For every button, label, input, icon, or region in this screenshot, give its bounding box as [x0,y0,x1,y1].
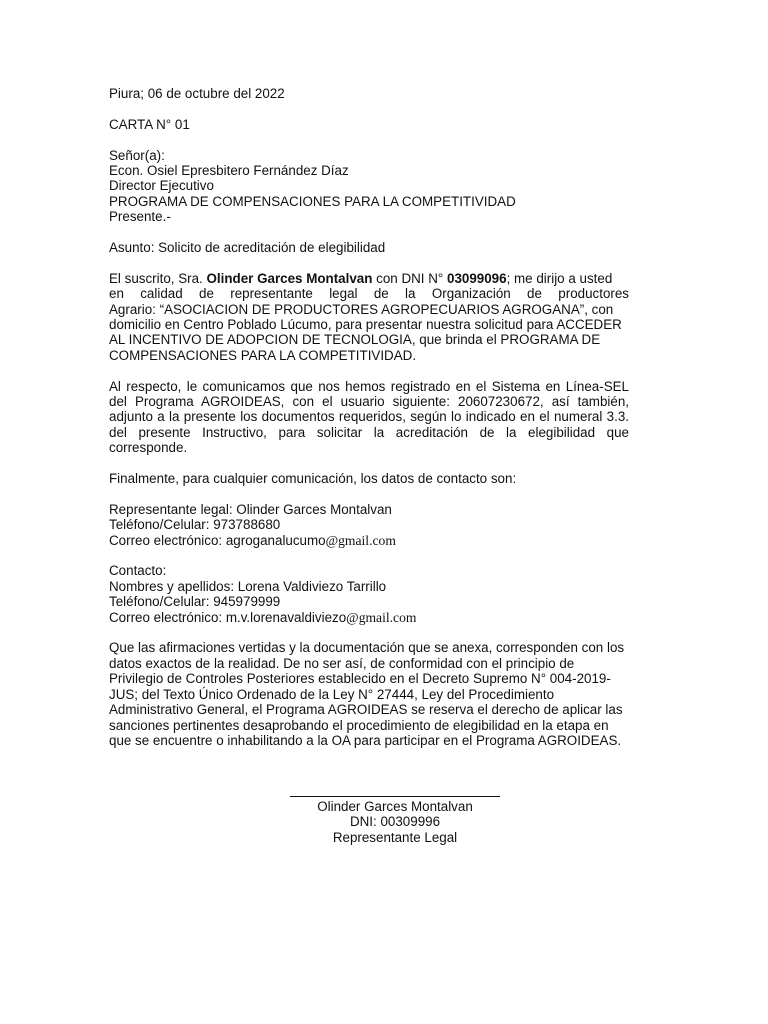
legal-rep-email-domain: @gmail.com [325,532,396,548]
legal-rep-name: Representante legal: Olinder Garces Montalvan [109,501,392,517]
declaration-line-6: sanciones pertinentes desaprobando el procedimiento de elegibilidad en la etapa en [109,717,609,733]
recipient-presente: Presente.- [109,209,171,225]
intro-text: El suscrito, Sra. [109,270,207,286]
respect-line-4: del presente Instructivo, para solicitar la acreditación de la elegibilidad que [109,424,629,440]
intro-paragraph [109,271,629,363]
respect-line-5: corresponde. [109,440,188,456]
signature-name: Olinder Garces Montalvan [317,799,473,814]
recipient-position: Director Ejecutivo [109,178,214,194]
letter-reference: CARTA N° 01 [109,116,190,132]
recipient-organization: PROGRAMA DE COMPENSACIONES PARA LA COMPETITIVIDAD [109,193,516,209]
declaration-line-2: datos exactos de la realidad. De no ser así, de conformidad con el principio de [109,655,575,671]
recipient-name: Econ. Osiel Epresbitero Fernández Díaz [109,163,349,178]
letter-date: Piura; 06 de octubre del 2022 [109,86,285,101]
declaration-line-5: Administrativo General, el Programa AGROIDEAS se reserva el derecho de aplicar las [109,702,623,718]
respect-paragraph [109,379,629,456]
declaration-line-3: Privilegio de Controles Posteriores establecido en el Decreto Supremo N° 004-2019- [109,671,611,687]
signature-block [290,796,500,845]
intro-line-2: en calidad de representante legal de la Organización de productores [109,286,629,302]
sender-name: Olinder Garces Montalvan [206,270,373,286]
intro-text: con DNI N° [372,270,447,286]
legal-rep-email [109,533,629,548]
signature-dni: DNI: 00309996 [349,814,441,830]
letter-body [109,86,629,748]
recipient-salutation: Señor(a): [109,147,165,163]
contact-heading: Contacto: [109,563,167,579]
contact-phone: Teléfono/Celular: 945979999 [109,594,281,610]
declaration-paragraph [109,640,629,748]
intro-line-6: COMPENSACIONES PARA LA COMPETITIVIDAD. [109,347,417,363]
intro-line-3: Agrario: “ASOCIACION DE PRODUCTORES AGROPECUARIOS AGROGANA”, con [109,301,614,317]
contact-email [109,610,629,625]
declaration-line-1: Que las afirmaciones vertidas y la documentación que se anexa, corresponden con los [109,640,625,656]
finally-line: Finalmente, para cualquier comunicación, los datos de contacto son: [109,471,517,487]
signature-line [290,796,500,797]
intro-line-4: domicilio en Centro Poblado Lúcumo, para presentar nuestra solicitud para ACCEDER [109,317,622,333]
contact-block [109,563,629,625]
legal-rep-email-label: Correo electrónico: agroganalucumo [109,532,326,548]
intro-text: ; me dirijo a usted [506,270,613,286]
contact-email-domain: @gmail.com [346,609,417,625]
respect-line-1: Al respecto, le comunicamos que nos hemos registrado en el Sistema en Línea-SEL [109,378,629,394]
intro-line-1 [109,271,629,286]
intro-line-5: AL INCENTIVO DE ADOPCION DE TECNOLOGIA, que brinda el PROGRAMA DE [109,332,601,348]
respect-line-2: del Programa AGROIDEAS, con el usuario siguiente: 20607230672, así también, [109,394,629,410]
declaration-line-4: JUS; del Texto Único Ordenado de la Ley N° 27444, Ley del Procedimiento [109,686,555,702]
respect-line-3: adjunto a la presente los documentos requeridos, según lo indicado en el numeral 3.3. [109,409,629,425]
letter-subject: Asunto: Solicito de acreditación de elegibilidad [109,240,386,256]
legal-rep-block [109,502,629,548]
legal-rep-phone: Teléfono/Celular: 973788680 [109,517,281,533]
contact-name: Nombres y apellidos: Lorena Valdiviezo Tarrillo [109,578,387,594]
recipient-block [109,148,629,225]
declaration-line-7: que se encuentre o inhabilitando a la OA para participar en el Programa AGROIDEAS. [109,732,622,748]
sender-dni: 03099096 [447,270,507,286]
contact-email-label: Correo electrónico: m.v.lorenavaldiviezo [109,609,347,625]
signature-role: Representante Legal [332,829,458,845]
